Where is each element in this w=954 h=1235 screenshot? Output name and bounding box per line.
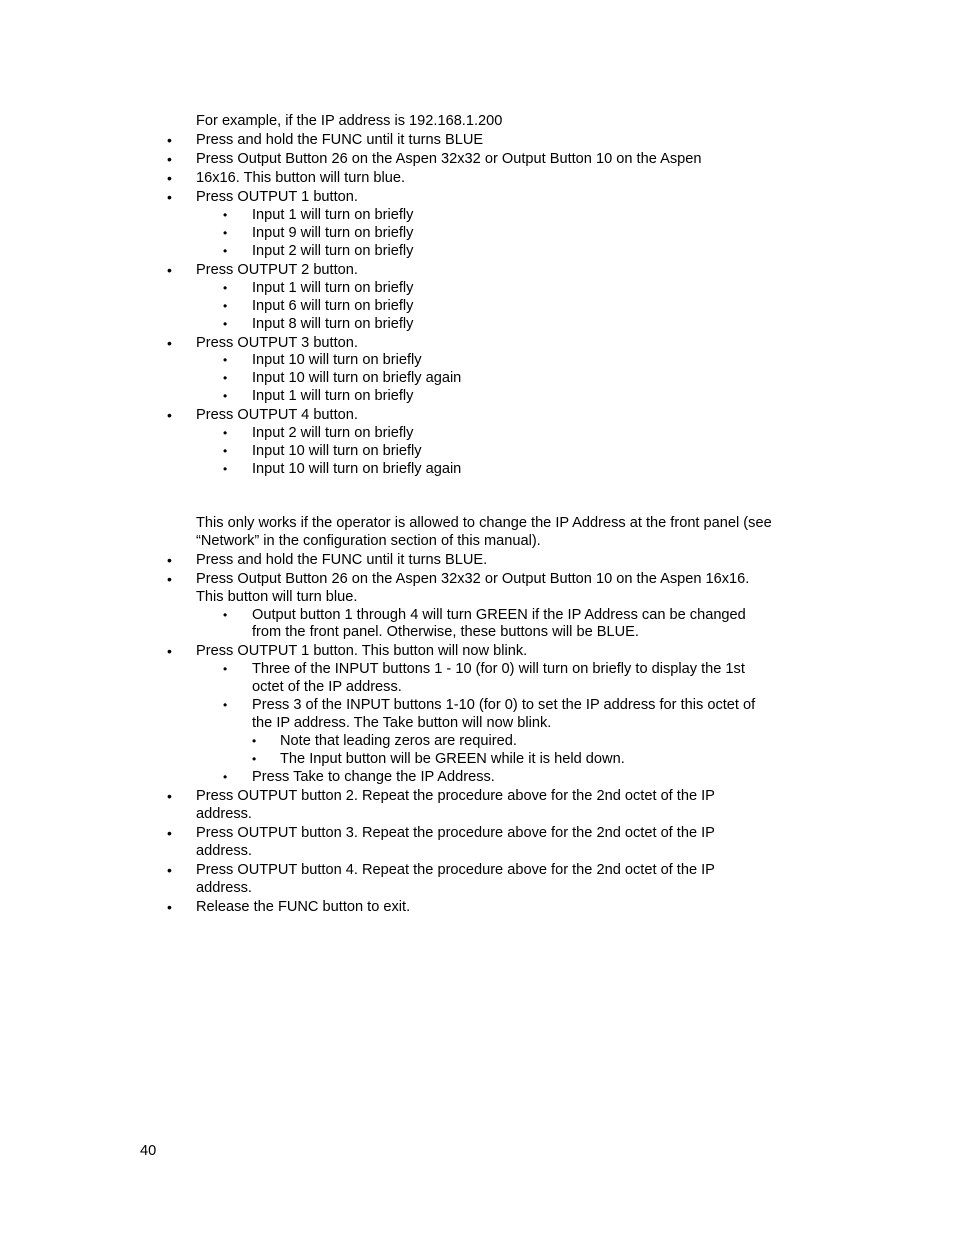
bullet: • [223,770,228,784]
bullet: • [167,788,172,804]
bullet: • [223,317,228,331]
bullet: • [167,132,172,148]
bullet: • [223,299,228,313]
bullet: • [223,371,228,385]
bullet: • [223,226,228,240]
bullet: • [167,862,172,878]
bullet: • [223,244,228,258]
bullet: • [167,262,172,278]
bullet: • [167,825,172,841]
bullet: • [223,662,228,676]
bullet: • [167,552,172,568]
bullet: • [167,335,172,351]
bullet: • [223,444,228,458]
bullet: • [223,208,228,222]
bullet: • [223,698,228,712]
bullet: • [167,170,172,186]
bullet: • [223,281,228,295]
bullet: • [167,643,172,659]
bullet: • [167,571,172,587]
bullet: • [167,407,172,423]
bullet: • [252,752,257,766]
bullet: • [223,608,228,622]
document-page: For example, if the IP address is 192.168.1.200 • Press and hold the FUNC until it turns BLUE • Press Output Button 26 on the Aspen 32x32 or Output Button 10 on the Aspen • 16x16. This button will turn blue. • Press OUTPUT 1 button. • Input 1 will turn on briefly • Input 9 will turn on briefly • Input 2 will turn on briefly • Press OUTPUT 2 button. • Input 1 will turn on briefly • Input 6 will turn on briefly • Input 8 will turn on briefly • Press OUTPUT 3 button. • Input 10 will turn on briefly • Input 10 will turn on briefly again • Input 1 will turn on briefly • Press OUTPUT 4 button. • Input 2 will turn on briefly • Input 10 will turn on briefly • Input 10 will turn on briefly again This only works if the operator is allowed to change the IP Address at the front panel (see “Network” in the configuration section of this manual). • Press and hold the FUNC until it turns BLUE. • Press Output Button 26 on the Aspen 32x32 or Output Button 10 on the Aspen 16x16. This button will turn blue. • Output button 1 through 4 will turn GREEN if the IP Address can be changed from the front panel. Otherwise, these buttons will be BLUE. • Press OUTPUT 1 button. This button will now blink. • Three of the INPUT buttons 1 - 10 (for 0) will turn on briefly to display the 1st octet of the IP address. • Press 3 of the INPUT buttons 1-10 (for 0) to set the IP address for this octet of the IP address. The Take button will now blink. • Note that leading zeros are required. • The Input button will be GREEN while it is held down. • Press Take to change the IP Address. • Press OUTPUT button 2. Repeat the procedure above for the 2nd octet of the IP address. • Press OUTPUT button 3. Repeat the procedure above for the 2nd octet of the IP address. • Press OUTPUT button 4. Repeat the procedure above for the 2nd octet of the IP address. • Release the FUNC button to exit. 40 [140,113,772,1159]
bullet: • [223,353,228,367]
bullet: • [167,899,172,915]
bullet: • [223,389,228,403]
page-number: 40 [140,1143,157,1159]
bullet: • [167,151,172,167]
bullet: • [252,734,257,748]
bullet: • [223,462,228,476]
bullet: • [167,189,172,205]
bullet: • [223,426,228,440]
